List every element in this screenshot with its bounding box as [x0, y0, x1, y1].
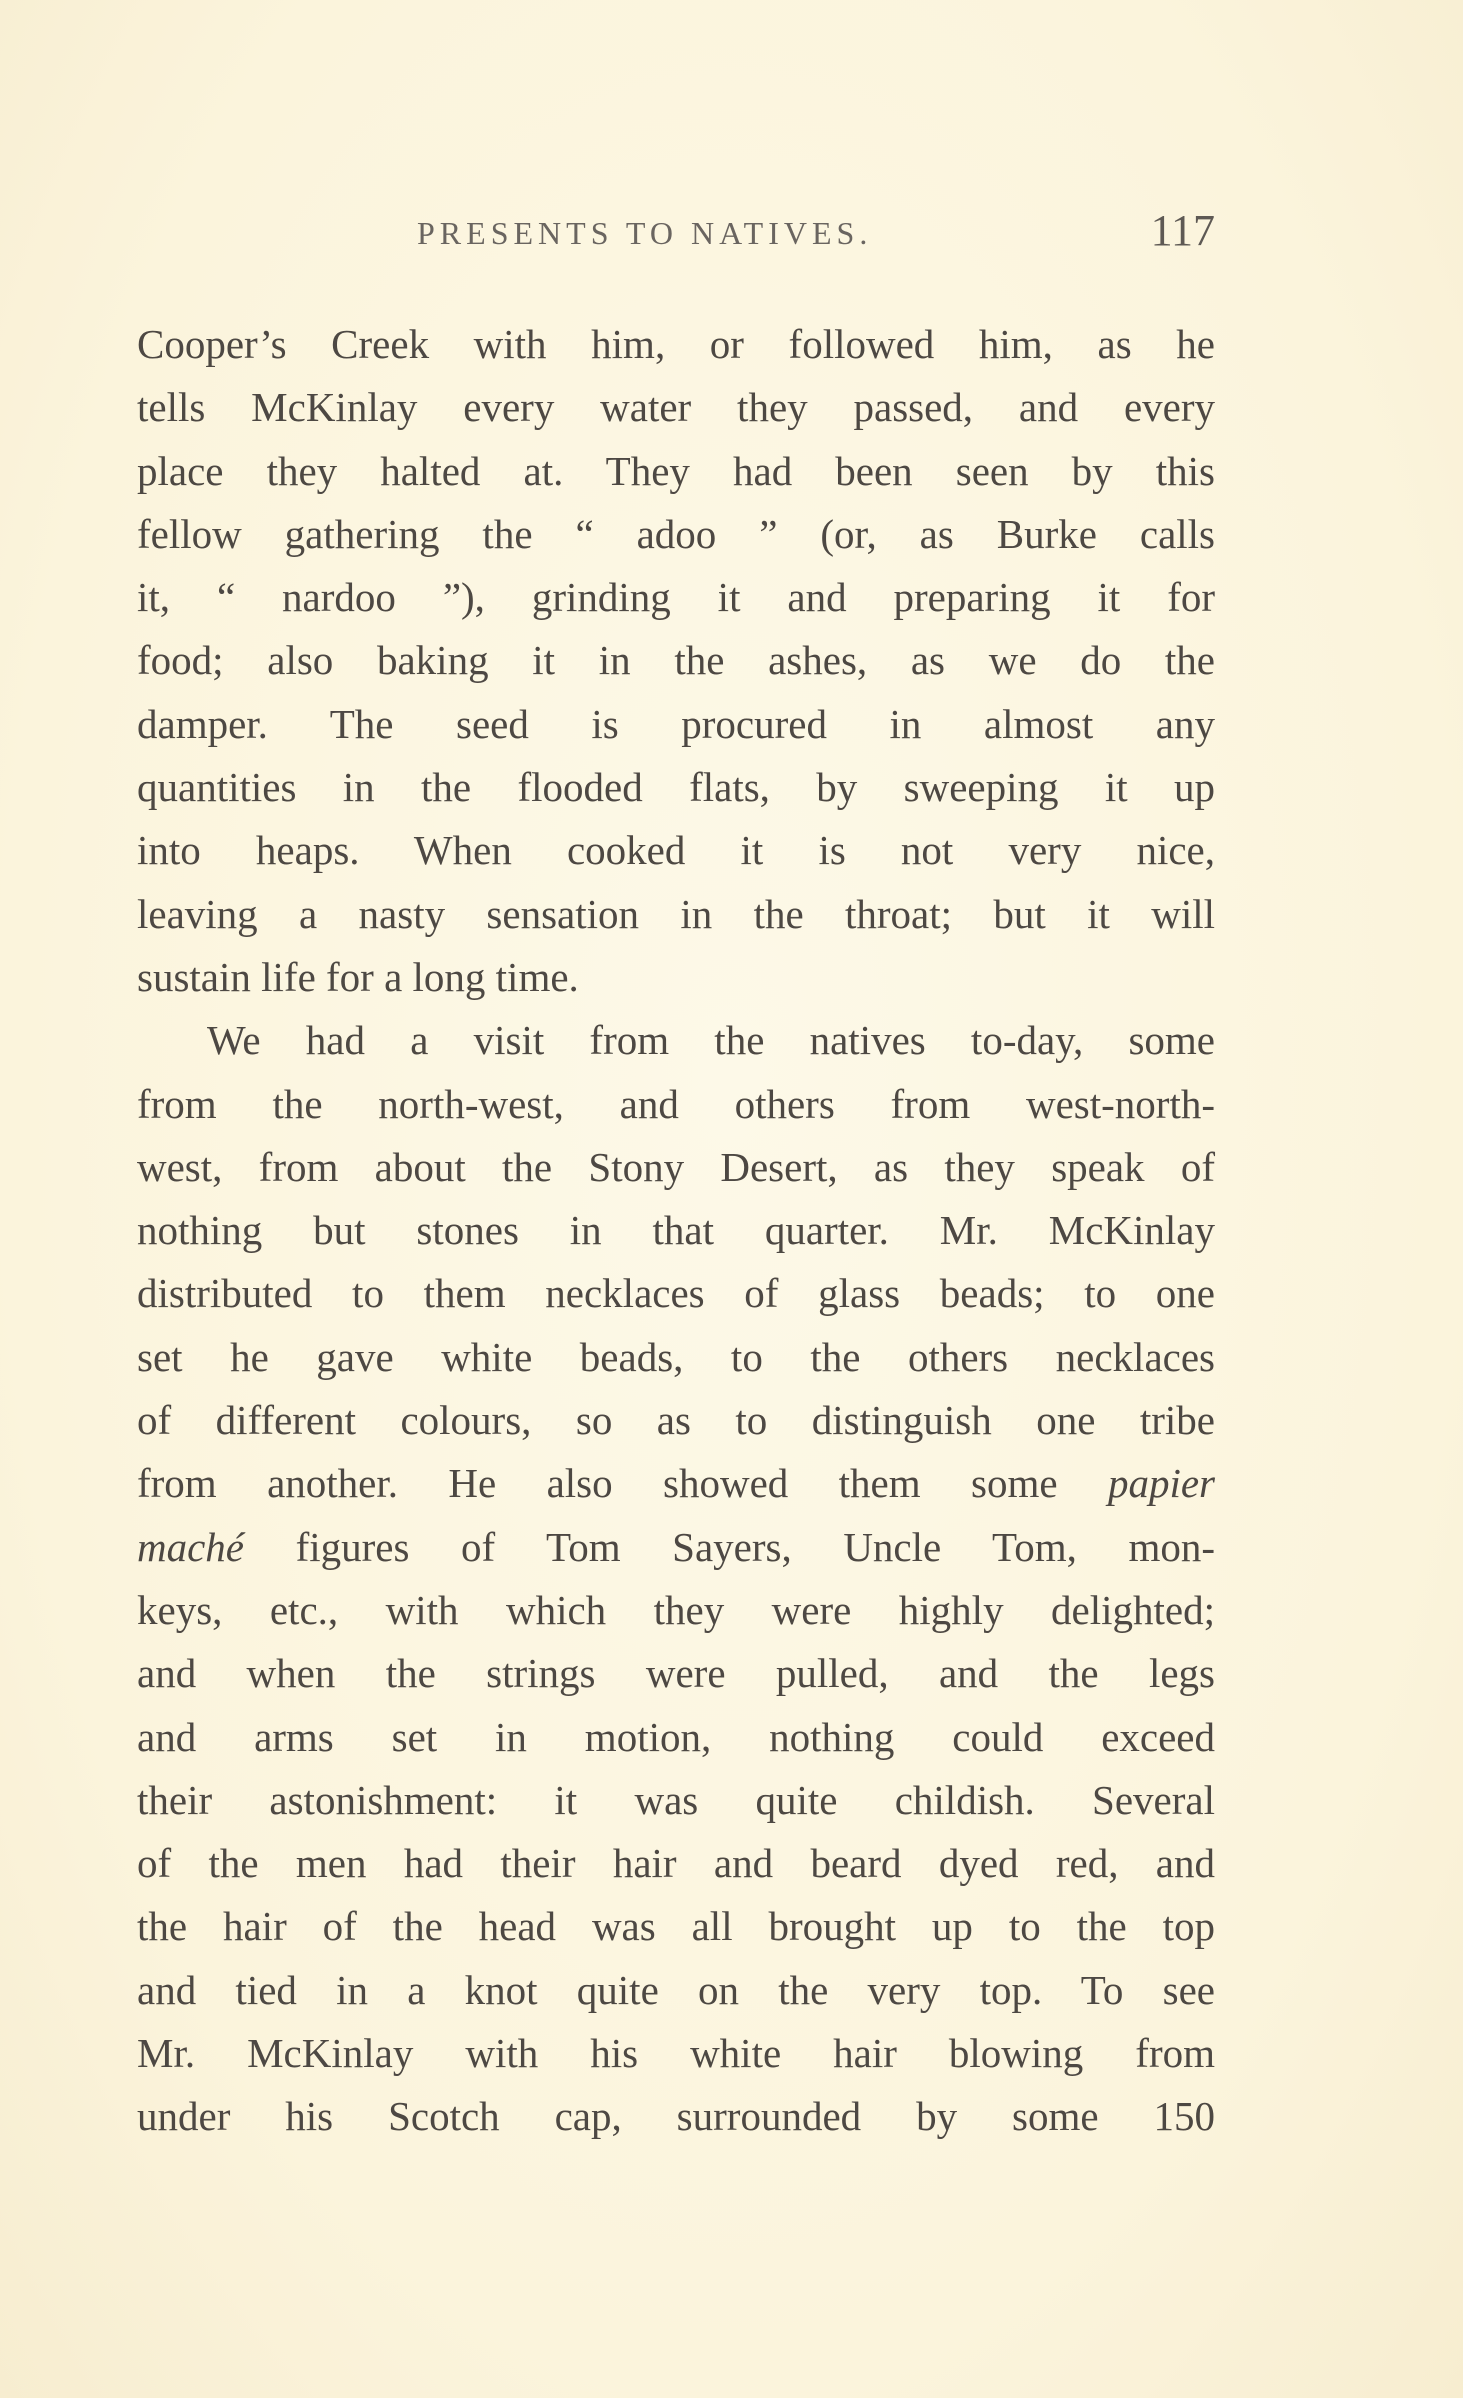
text-line: damper. The seed is procured in almost any — [137, 700, 1215, 747]
text-line: place they halted at. They had been seen by this — [137, 447, 1215, 494]
text-line: tells McKinlay every water they passed, and every — [137, 384, 1215, 431]
text-line: and when the strings were pulled, and the legs — [137, 1650, 1215, 1697]
body-text — [137, 313, 1215, 2149]
text-line: sustain life for a long time. — [137, 953, 579, 1000]
text-line: quantities in the flooded flats, by sweeping it up — [137, 764, 1215, 811]
running-head — [137, 205, 1215, 255]
text-line-with-italic — [137, 1516, 1215, 1579]
text-line: of different colours, so as to distinguish one tribe — [137, 1397, 1215, 1444]
text-line: and tied in a knot quite on the very top. To see — [137, 1966, 1215, 2013]
italic-word: maché — [137, 1523, 245, 1570]
text-line: and arms set in motion, nothing could exceed — [137, 1713, 1215, 1760]
text-line: leaving a nasty sensation in the throat; but it will — [137, 890, 1215, 937]
text-line: the hair of the head was all brought up to the top — [137, 1903, 1215, 1950]
paragraph-first-line: We had a visit from the natives to-day, some — [207, 1017, 1215, 1064]
text-line: their astonishment: it was quite childish. Several — [137, 1776, 1215, 1823]
page-number: 117 — [1150, 206, 1215, 255]
text-line: nothing but stones in that quarter. Mr. McKinlay — [137, 1207, 1215, 1254]
italic-word: papier — [1107, 1460, 1216, 1507]
text-line: food; also baking it in the ashes, as we do the — [137, 637, 1215, 684]
text-line: of the men had their hair and beard dyed red, and — [137, 1840, 1215, 1887]
text-line: Cooper’s Creek with him, or followed him, as he — [137, 321, 1215, 367]
text-line: keys, etc., with which they were highly delighted; — [137, 1586, 1215, 1633]
text-line: fellow gathering the “ adoo ” (or, as Burke calls — [137, 510, 1215, 557]
text-line: under his Scotch cap, surrounded by some 150 — [137, 2093, 1215, 2140]
running-title: PRESENTS TO NATIVES. — [417, 215, 873, 251]
text-segment: figures of Tom Sayers, Uncle Tom, mon- — [295, 1523, 1216, 1570]
text-line: into heaps. When cooked it is not very nice, — [137, 827, 1215, 874]
text-line-with-italic — [137, 1452, 1215, 1515]
text-segment: from another. He also showed them some — [137, 1460, 1058, 1507]
text-line: it, “ nardoo ”), grinding it and preparing it for — [137, 574, 1215, 621]
text-line: set he gave white beads, to the others necklaces — [137, 1333, 1215, 1380]
text-line: west, from about the Stony Desert, as they speak of — [137, 1143, 1215, 1190]
text-line: Mr. McKinlay with his white hair blowing from — [137, 2030, 1215, 2077]
text-line: distributed to them necklaces of glass beads; to one — [137, 1270, 1215, 1317]
text-line: from the north-west, and others from west-north- — [137, 1080, 1215, 1127]
